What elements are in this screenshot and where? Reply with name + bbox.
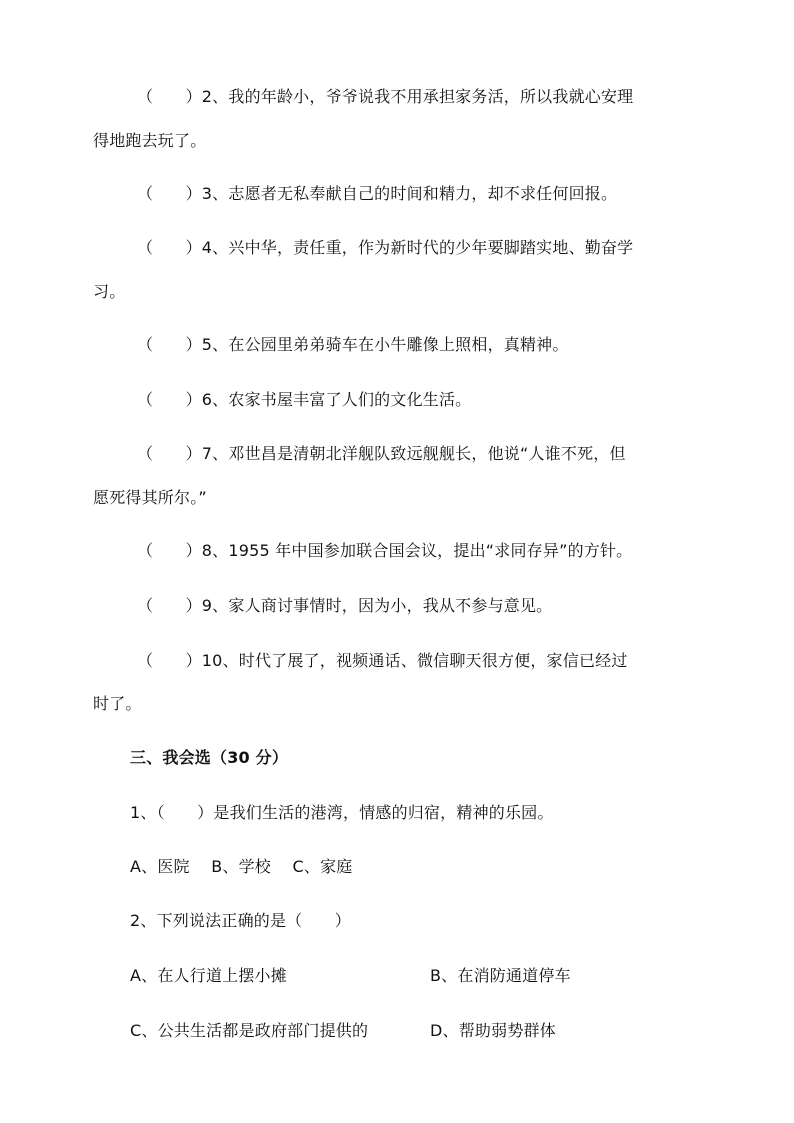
judge-item-4-line1: （ ）4、兴中华，责任重，作为新时代的少年要脚踏实地、勤奋学 [137,238,634,257]
judge-item-4-line2: 习。 [93,282,126,301]
judge-item-7-line2: 愿死得其所尔。” [93,488,207,507]
section-title: 三、我会选（30 分） [130,748,289,767]
judge-item-10-line2: 时了。 [93,694,142,713]
judge-item-10-line1: （ ）10、时代了展了，视频通话、微信聊天很方便，家信已经过 [137,651,628,670]
judge-item-6: （ ）6、农家书屋丰富了人们的文化生活。 [137,390,472,409]
judge-item-8: （ ）8、1955 年中国参加联合国会议，提出“求同存异”的方针。 [137,541,633,560]
judge-item-3: （ ）3、志愿者无私奉献自己的时间和精力，却不求任何回报。 [137,184,618,203]
judge-item-7-line1: （ ）7、邓世昌是清朝北洋舰队致远舰舰长，他说“人谁不死，但 [137,444,626,463]
question-1-stem: 1、（ ）是我们生活的港湾，情感的归宿，精神的乐园。 [130,803,554,822]
question-2-option-a: A、在人行道上摆小摊 [130,966,287,985]
question-2-stem: 2、下列说法正确的是（ ） [130,911,351,930]
question-2-option-d: D、帮助弱势群体 [430,1021,556,1040]
question-2-option-c: C、公共生活都是政府部门提供的 [130,1021,369,1040]
judge-item-5: （ ）5、在公园里弟弟骑车在小牛雕像上照相，真精神。 [137,335,569,354]
question-1-options: A、医院 B、学校 C、家庭 [130,857,353,876]
judge-item-9: （ ）9、家人商讨事情时，因为小，我从不参与意见。 [137,596,553,615]
question-2-option-b: B、在消防通道停车 [430,966,571,985]
judge-item-2-line2: 得地跑去玩了。 [93,131,207,150]
judge-item-2-line1: （ ）2、我的年龄小，爷爷说我不用承担家务活，所以我就心安理 [137,87,634,106]
